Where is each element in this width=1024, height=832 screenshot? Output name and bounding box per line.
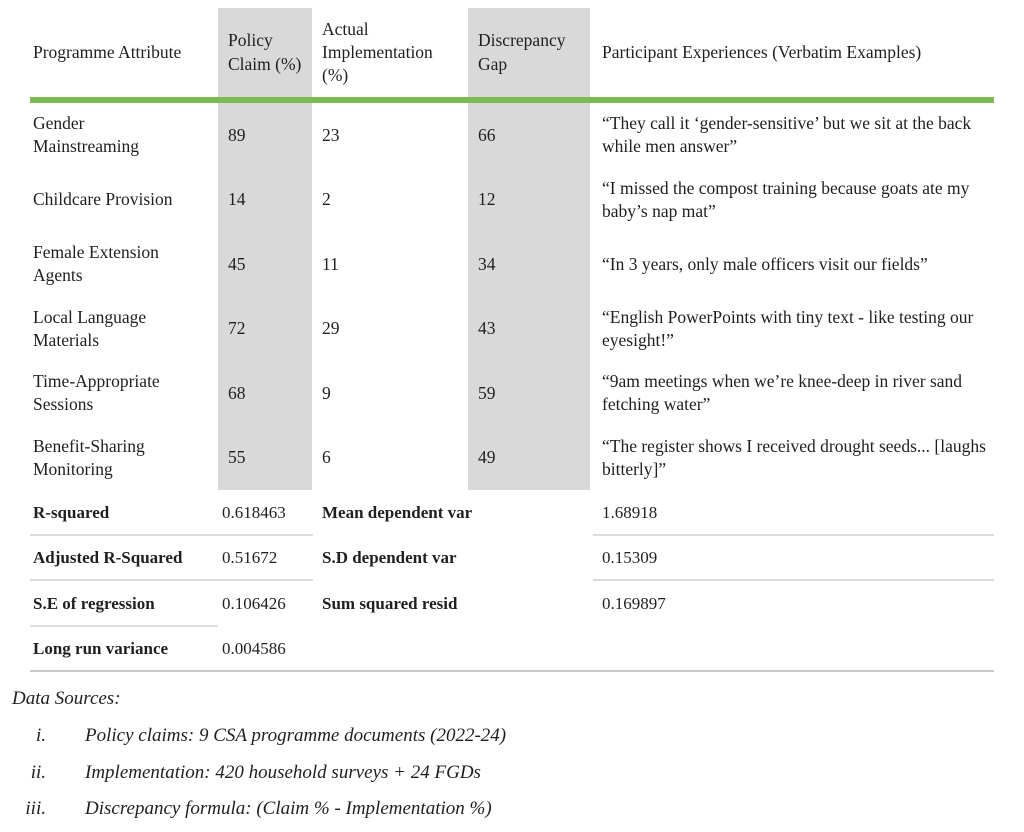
claim-cell: 89 — [218, 103, 312, 168]
data-sources-section — [12, 688, 992, 832]
quote-cell: “They call it ‘gender-sensitive’ but we sit at the back while men answer” — [602, 113, 972, 157]
data-source-numeral: iii. — [25, 798, 46, 820]
header-programme-attribute: Programme Attribute — [33, 41, 182, 62]
gap-cell: 43 — [468, 297, 590, 362]
attribute-cell: Benefit-Sharing Monitoring — [33, 435, 145, 479]
data-source-item — [12, 759, 992, 787]
table-row — [30, 361, 994, 426]
stat-label: R-squared — [33, 502, 110, 522]
implementation-cell: 29 — [322, 318, 340, 339]
implementation-cell: 23 — [322, 124, 340, 145]
claim-cell: 45 — [218, 232, 312, 297]
stat-label: Sum squared resid — [322, 593, 458, 613]
attribute-cell: Local Language Materials — [33, 306, 147, 350]
stats-row — [30, 581, 994, 627]
implementation-cell: 2 — [322, 189, 331, 210]
data-source-text: Discrepancy formula: (Claim % - Implementation %) — [85, 798, 492, 820]
attribute-cell: Time-Appropriate Sessions — [33, 371, 160, 415]
stat-value: 0.15309 — [602, 548, 658, 568]
stat-value: 0.51672 — [222, 548, 278, 568]
stat-label: S.D dependent var — [322, 548, 457, 568]
gap-cell: 34 — [468, 232, 590, 297]
table-row — [30, 232, 994, 297]
stat-label: Mean dependent var — [322, 502, 473, 522]
table-row — [30, 168, 994, 233]
stats-row — [30, 627, 994, 673]
quote-cell: “The register shows I received drought seeds... [laughs bitterly]” — [602, 435, 986, 479]
table-row — [30, 103, 994, 168]
stat-value: 0.106426 — [222, 593, 286, 613]
gap-cell: 49 — [468, 426, 590, 491]
table-row — [30, 297, 994, 362]
stat-value: 0.618463 — [222, 502, 286, 522]
stat-value — [590, 627, 994, 673]
gap-cell: 59 — [468, 361, 590, 426]
programme-discrepancy-table — [30, 8, 994, 490]
gap-cell: 66 — [468, 103, 590, 168]
implementation-cell: 11 — [322, 253, 339, 274]
data-source-item — [12, 722, 992, 750]
header-participant-experiences: Participant Experiences (Verbatim Examples) — [602, 41, 922, 62]
data-source-numeral: ii. — [30, 761, 46, 783]
table-row — [30, 426, 994, 491]
data-source-text: Policy claims: 9 CSA programme documents (2022-24) — [85, 725, 507, 746]
regression-stats-table — [30, 490, 994, 672]
header-actual-implementation: Actual Implementation (%) — [322, 18, 433, 86]
stat-value: 1.68918 — [602, 502, 658, 522]
quote-cell: “I missed the compost training because goats ate my baby’s nap mat” — [602, 177, 970, 221]
data-sources-title: Data Sources: — [12, 688, 121, 709]
stat-label: Long run variance — [33, 639, 169, 659]
data-source-text: Implementation: 420 household surveys + 24 FGDs — [85, 761, 481, 783]
quote-cell: “English PowerPoints with tiny text - like testing our eyesight!” — [602, 306, 974, 350]
implementation-cell: 6 — [322, 447, 331, 468]
stat-label: Adjusted R-Squared — [33, 548, 183, 568]
stats-bottom-rule — [30, 670, 994, 672]
claim-cell: 68 — [218, 361, 312, 426]
stats-row — [30, 536, 994, 582]
claim-cell: 72 — [218, 297, 312, 362]
attribute-cell: Female Extension Agents — [33, 242, 159, 286]
quote-cell: “9am meetings when we’re knee-deep in river sand fetching water” — [602, 371, 963, 415]
header-discrepancy-gap: Discrepancy Gap — [468, 8, 590, 97]
header-policy-claim: Policy Claim (%) — [218, 8, 312, 97]
data-source-item — [12, 795, 992, 823]
attribute-cell: Gender Mainstreaming — [33, 113, 139, 157]
stat-value: 0.169897 — [602, 593, 666, 613]
stat-label: S.E of regression — [33, 593, 155, 613]
quote-cell: “In 3 years, only male officers visit our fields” — [602, 253, 928, 274]
implementation-cell: 9 — [322, 382, 331, 403]
table-header-row — [30, 8, 994, 97]
stat-value: 0.004586 — [222, 639, 286, 659]
claim-cell: 55 — [218, 426, 312, 491]
stat-label — [312, 627, 590, 673]
claim-cell: 14 — [218, 168, 312, 233]
gap-cell: 12 — [468, 168, 590, 233]
data-source-numeral: i. — [35, 725, 46, 746]
stats-row — [30, 490, 994, 536]
attribute-cell: Childcare Provision — [33, 189, 173, 210]
